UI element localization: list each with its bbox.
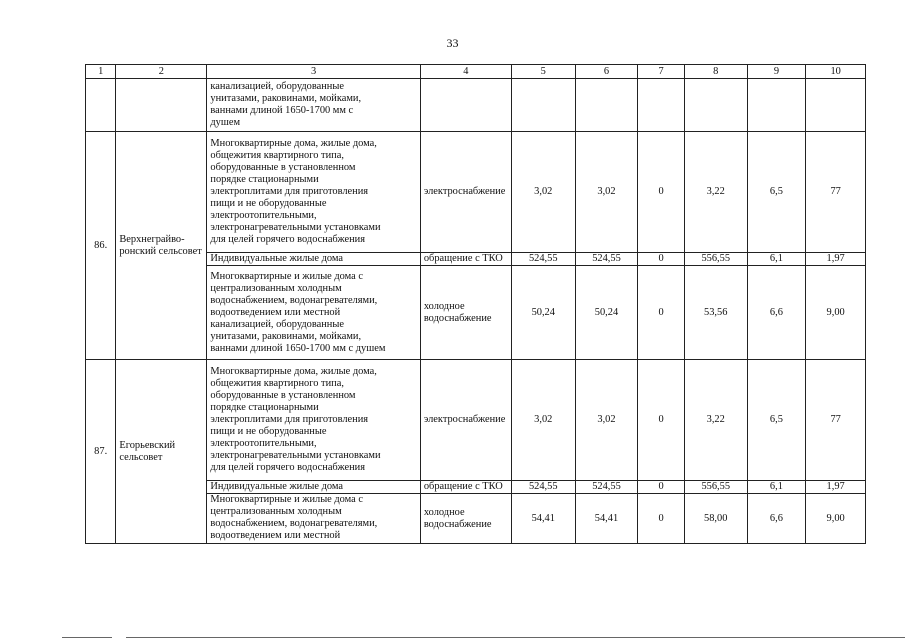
service-cell: обращение с ТКО <box>420 253 511 266</box>
row-number-cell: 86. <box>86 132 116 360</box>
value-cell: 6,6 <box>747 266 806 360</box>
service-cell: обращение с ТКО <box>420 481 511 494</box>
value-cell: 0 <box>638 494 685 544</box>
value-cell: 0 <box>638 132 685 253</box>
value-cell: 524,55 <box>511 253 575 266</box>
service-cell: холодное водоснабжение <box>420 494 511 544</box>
value-cell: 1,97 <box>806 481 866 494</box>
col-header-5: 5 <box>511 65 575 79</box>
value-cell: 6,1 <box>747 253 806 266</box>
row-number-cell <box>86 79 116 132</box>
municipality-cell <box>116 79 207 132</box>
service-cell: электроснабжение <box>420 132 511 253</box>
table-row <box>86 360 866 481</box>
value-cell: 3,22 <box>684 360 747 481</box>
value-cell: 556,55 <box>684 481 747 494</box>
category-cell: Многоквартирные дома, жилые дома, общежития квартирного типа, оборудованные в установленном порядке стационарными электроплитами для приготовления пищи и не оборудованные электроотопительными, электронагревательными установками для целей горячего водоснабжения <box>207 132 420 253</box>
value-cell: 6,5 <box>747 132 806 253</box>
value-cell <box>684 79 747 132</box>
col-header-4: 4 <box>420 65 511 79</box>
value-cell: 54,41 <box>511 494 575 544</box>
tariff-table <box>85 64 866 544</box>
value-cell: 58,00 <box>684 494 747 544</box>
category-cell: канализацией, оборудованные унитазами, раковинами, мойками, ваннами длиной 1650-1700 мм с душем <box>207 79 420 132</box>
value-cell: 1,97 <box>806 253 866 266</box>
category-cell: Многоквартирные и жилые дома с централизованным холодным водоснабжением, водонагревателями, водоотведением или местной канализацией, оборудованные унитазами, раковинами, мойками, ваннами длиной 1650-1700 мм с душем <box>207 266 420 360</box>
value-cell: 9,00 <box>806 494 866 544</box>
value-cell: 0 <box>638 266 685 360</box>
municipality-cell: Верхнеграйво-ронский сельсовет <box>116 132 207 360</box>
row-number-cell: 87. <box>86 360 116 544</box>
value-cell: 3,02 <box>511 132 575 253</box>
value-cell: 3,22 <box>684 132 747 253</box>
value-cell <box>806 79 866 132</box>
value-cell: 6,1 <box>747 481 806 494</box>
value-cell: 524,55 <box>575 481 638 494</box>
value-cell: 9,00 <box>806 266 866 360</box>
value-cell: 0 <box>638 253 685 266</box>
value-cell <box>747 79 806 132</box>
value-cell: 3,02 <box>511 360 575 481</box>
value-cell <box>575 79 638 132</box>
value-cell: 6,5 <box>747 360 806 481</box>
category-cell: Многоквартирные и жилые дома с централизованным холодным водоснабжением, водонагревателями, водоотведением или местной <box>207 494 420 544</box>
value-cell <box>511 79 575 132</box>
value-cell: 6,6 <box>747 494 806 544</box>
value-cell: 3,02 <box>575 132 638 253</box>
col-header-9: 9 <box>747 65 806 79</box>
col-header-8: 8 <box>684 65 747 79</box>
value-cell: 524,55 <box>575 253 638 266</box>
value-cell: 50,24 <box>511 266 575 360</box>
municipality-cell: Егорьевский сельсовет <box>116 360 207 544</box>
footer-rule <box>62 637 112 638</box>
table-row <box>86 79 866 132</box>
category-cell: Индивидуальные жилые дома <box>207 481 420 494</box>
service-cell: электроснабжение <box>420 360 511 481</box>
value-cell: 556,55 <box>684 253 747 266</box>
category-cell: Индивидуальные жилые дома <box>207 253 420 266</box>
column-number-row <box>86 65 866 79</box>
value-cell: 77 <box>806 132 866 253</box>
value-cell: 0 <box>638 481 685 494</box>
page-number: 33 <box>446 36 459 50</box>
footer-rule <box>126 637 905 638</box>
col-header-10: 10 <box>806 65 866 79</box>
value-cell: 53,56 <box>684 266 747 360</box>
value-cell: 77 <box>806 360 866 481</box>
value-cell: 0 <box>638 360 685 481</box>
value-cell: 50,24 <box>575 266 638 360</box>
col-header-7: 7 <box>638 65 685 79</box>
value-cell <box>638 79 685 132</box>
service-cell <box>420 79 511 132</box>
value-cell: 3,02 <box>575 360 638 481</box>
col-header-2: 2 <box>116 65 207 79</box>
service-cell: холодное водоснабжение <box>420 266 511 360</box>
value-cell: 524,55 <box>511 481 575 494</box>
category-cell: Многоквартирные дома, жилые дома, общежития квартирного типа, оборудованные в установленном порядке стационарными электроплитами для приготовления пищи и не оборудованные электроотопительными, электронагревательными установками для целей горячего водоснабжения <box>207 360 420 481</box>
col-header-3: 3 <box>207 65 420 79</box>
col-header-6: 6 <box>575 65 638 79</box>
value-cell: 54,41 <box>575 494 638 544</box>
table-row <box>86 132 866 253</box>
col-header-1: 1 <box>86 65 116 79</box>
